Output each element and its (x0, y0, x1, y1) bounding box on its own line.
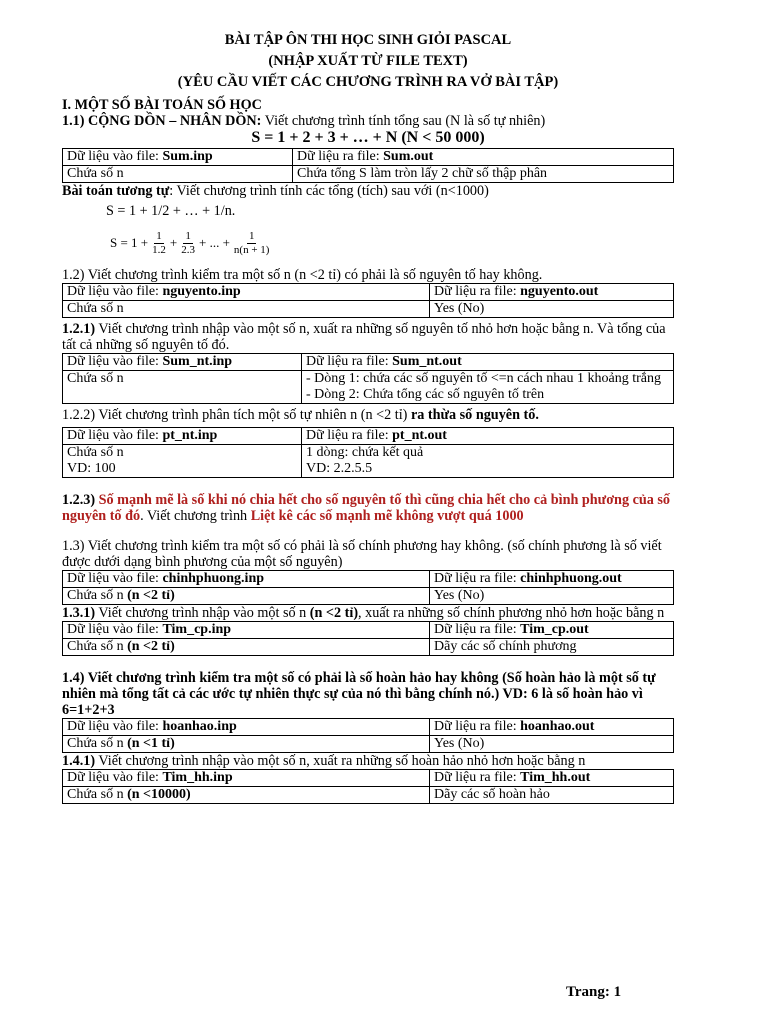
fraction: $\frac{1}{1.2}$ (152, 229, 166, 256)
input-file-cell: Dữ liệu vào file: Sum.inp (63, 149, 293, 166)
io-table-chinhphuong (62, 570, 674, 605)
output-file-cell: Dữ liệu ra file: Sum_nt.out (302, 354, 674, 371)
strong-number-definition: Số mạnh mẽ là số khi nó chia hết cho số nguyên tố thì cũng chia hết cho cả bình phương của số nguyên tố đó (62, 492, 671, 524)
io-table-hoanhao (62, 718, 674, 753)
table-row (63, 571, 674, 588)
problem-1-1-text: Viết chương trình tính tổng sau (N là số tự nhiên) (261, 113, 546, 129)
table-row (63, 428, 674, 445)
io-table-tim-hh (62, 769, 674, 804)
section-heading: I. MỘT SỐ BÀI TOÁN SỐ HỌC (62, 97, 262, 113)
sum-formula: S = 1 + 2 + 3 + … + N (N < 50 000) (251, 129, 485, 146)
input-desc-cell: Chứa số n (63, 371, 302, 404)
table-row (63, 719, 674, 736)
input-desc-cell: Chứa số n (63, 301, 430, 318)
input-desc-cell: Chứa số n (n <1 tỉ) (63, 736, 430, 753)
problem-1-2-1: 1.2.1) Viết chương trình nhập vào một số n, xuất ra những số nguyên tố nhỏ hơn hoặc bằng n. Và tổng của tất cả những số nguyên tố đó. (62, 321, 666, 353)
fraction: $\frac{1}{n(n + 1)}$ (233, 229, 270, 256)
doc-title-3: (YÊU CẦU VIẾT CÁC CHƯƠNG TRÌNH RA VỞ BÀI TẬP) (177, 74, 559, 90)
input-desc-cell: Chứa số n (63, 166, 293, 183)
problem-1-4: 1.4) Viết chương trình kiểm tra một số có phải là số hoàn hảo hay không (Số hoàn hảo là một số tự nhiên mà tổng tất cả các ước tự nhiên thực sự của nó thì bằng chính nó.) VD: 6 là số hoàn hảo vì 6=1+2+3 (62, 670, 656, 718)
problem-1-3: 1.3) Viết chương trình kiểm tra một số có phải là số chính phương hay không. (số chính phương là số viết được dưới dạng bình phương của một số nguyên) (62, 538, 662, 570)
input-file-cell: Dữ liệu vào file: hoanhao.inp (63, 719, 430, 736)
output-desc-cell: - Dòng 1: chứa các số nguyên tố <=n cách nhau 1 khoảng trắng - Dòng 2: Chứa tổng các số nguyên tố trên (302, 371, 674, 404)
input-desc-cell: Chứa số n (n <10000) (63, 787, 430, 804)
problem-1-2-2: 1.2.2) Viết chương trình phân tích một số tự nhiên n (n <2 tỉ) ra thừa số nguyên tố. (62, 407, 539, 423)
similar-label: Bài toán tương tự (62, 183, 170, 199)
table-row (63, 787, 674, 804)
table-row (63, 371, 674, 404)
table-row (63, 445, 674, 478)
input-file-cell: Dữ liệu vào file: Tim_cp.inp (63, 622, 430, 639)
page-number: Trang: 1 (566, 984, 622, 1000)
strong-number-task: Liệt kê các số mạnh mẽ không vượt quá 1000 (250, 508, 524, 524)
table-row (63, 354, 674, 371)
problem-1-3-1: 1.3.1) Viết chương trình nhập vào một số n (n <2 tỉ), xuất ra những số chính phương nhỏ hơn hoặc bằng n (62, 605, 665, 621)
output-desc-cell: Dãy các số hoàn hảo (430, 787, 674, 804)
output-file-cell: Dữ liệu ra file: nguyento.out (430, 284, 674, 301)
table-row (63, 149, 674, 166)
table-row (63, 301, 674, 318)
problem-1-2-3: 1.2.3) Số mạnh mẽ là số khi nó chia hết cho số nguyên tố thì cũng chia hết cho cả bình phương của số nguyên tố đó. Viết chương trình Liệt kê các số mạnh mẽ không vượt quá 1000 (62, 492, 671, 524)
fraction-formula: S = 1 + $\frac{1}{1.2}$ + $\frac{1}{2.3}$ + ... + $\frac{1}{n(n + 1)}$ (110, 229, 270, 256)
table-row (63, 639, 674, 656)
input-file-cell: Dữ liệu vào file: Sum_nt.inp (63, 354, 302, 371)
fraction: $\frac{1}{2.3}$ (181, 229, 195, 256)
similar-text: : Viết chương trình tính các tổng (tích) sau với (n<1000) (169, 183, 489, 199)
output-desc-cell: Dãy các số chính phương (430, 639, 674, 656)
input-file-cell: Dữ liệu vào file: nguyento.inp (63, 284, 430, 301)
io-table-pt-nt (62, 427, 674, 478)
harmonic-sum: S = 1 + 1/2 + … + 1/n. (106, 203, 236, 219)
io-table-sum (62, 148, 674, 183)
output-file-cell: Dữ liệu ra file: pt_nt.out (302, 428, 674, 445)
table-row (63, 166, 674, 183)
doc-title-2: (NHẬP XUẤT TỪ FILE TEXT) (268, 53, 468, 69)
input-file-cell: Dữ liệu vào file: pt_nt.inp (63, 428, 302, 445)
io-table-nguyento (62, 283, 674, 318)
table-row (63, 588, 674, 605)
output-desc-cell: Yes (No) (430, 588, 674, 605)
output-desc-cell: Yes (No) (430, 301, 674, 318)
problem-1-1 (62, 113, 674, 129)
table-row (63, 622, 674, 639)
output-file-cell: Dữ liệu ra file: Tim_hh.out (430, 770, 674, 787)
output-desc-cell: Yes (No) (430, 736, 674, 753)
input-file-cell: Dữ liệu vào file: chinhphuong.inp (63, 571, 430, 588)
input-desc-cell: Chứa số n (n <2 tỉ) (63, 588, 430, 605)
output-desc-cell: 1 dòng: chứa kết quả VD: 2.2.5.5 (302, 445, 674, 478)
problem-1-2: 1.2) Viết chương trình kiểm tra một số n (n <2 tỉ) có phải là số nguyên tố hay không. (62, 267, 543, 283)
input-desc-cell: Chứa số n (n <2 tỉ) (63, 639, 430, 656)
table-row (63, 736, 674, 753)
output-file-cell: Dữ liệu ra file: Tim_cp.out (430, 622, 674, 639)
input-file-cell: Dữ liệu vào file: Tim_hh.inp (63, 770, 430, 787)
output-desc-cell: Chứa tổng S làm tròn lấy 2 chữ số thập phân (293, 166, 674, 183)
table-row (63, 284, 674, 301)
output-file-cell: Dữ liệu ra file: hoanhao.out (430, 719, 674, 736)
input-desc-cell: Chứa số n VD: 100 (63, 445, 302, 478)
doc-title-1: BÀI TẬP ÔN THI HỌC SINH GIỎI PASCAL (224, 32, 512, 48)
similar-problem (62, 183, 674, 199)
output-file-cell: Dữ liệu ra file: Sum.out (293, 149, 674, 166)
table-row (63, 770, 674, 787)
document-page (62, 30, 674, 804)
output-file-cell: Dữ liệu ra file: chinhphuong.out (430, 571, 674, 588)
io-table-tim-cp (62, 621, 674, 656)
problem-1-4-1: 1.4.1) Viết chương trình nhập vào một số n, xuất ra những số hoàn hảo nhỏ hơn hoặc bằng n (62, 753, 586, 769)
problem-1-1-label: 1.1) CỘNG DỒN – NHÂN DỒN: (62, 113, 262, 129)
io-table-sum-nt (62, 353, 674, 404)
